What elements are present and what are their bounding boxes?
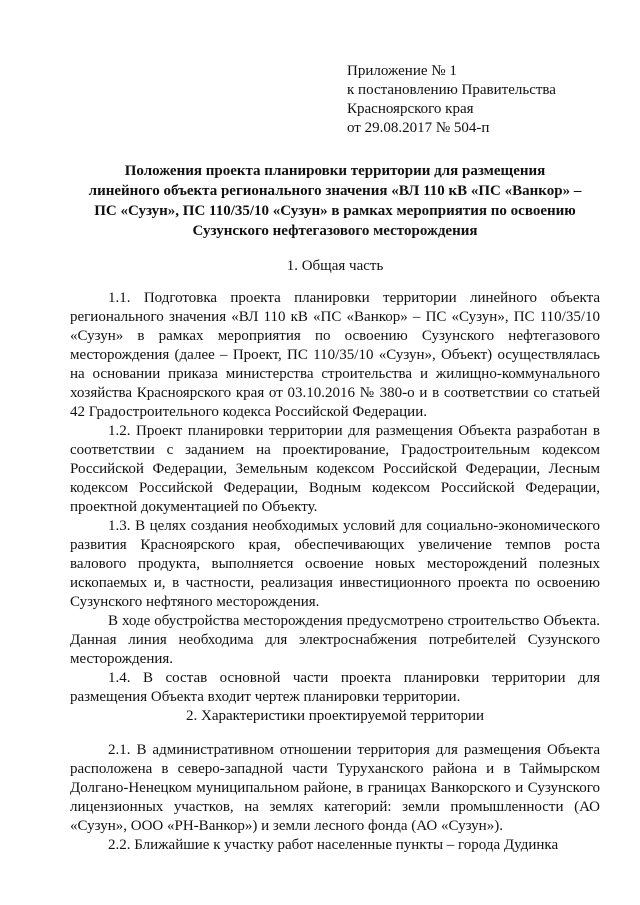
title-line: ПС «Сузун», ПС 110/35/10 «Сузун» в рамках мероприятия по освоению xyxy=(94,203,576,219)
appendix-date-line: от 29.08.2017 № 504-п xyxy=(347,120,490,136)
paragraph: 1.2. Проект планировки территории для размещения Объекта разработан в соответствии с заданием на проектирование, Градостроительным кодексом Российской Федерации, Земельным кодексом Российской Федерации, Лесным кодексом Российской Федерации, Водным кодексом Российской Федерации, проектной документацией по Объекту. xyxy=(70,423,600,515)
paragraph: 1.3. В целях создания необходимых условий для социально-экономического развития Красноярского края, обеспечивающих увеличение темпов роста валового продукта, выполняется освоение новых месторождений полезных ископаемых и, в частности, реализация инвестиционного проекта по освоению Сузунского нефтяного месторождения. xyxy=(70,518,600,610)
appendix-line: к постановлению Правительства xyxy=(347,82,556,98)
section-heading-general: 1. Общая часть xyxy=(286,258,384,274)
appendix-line: Приложение № 1 xyxy=(347,63,457,79)
paragraph: В ходе обустройства месторождения предусмотрено строительство Объекта. Данная линия необходима для электроснабжения потребителей Сузунского месторождения. xyxy=(70,613,600,667)
paragraph: 2.2. Ближайшие к участку работ населенные пункты – города Дудинка xyxy=(108,837,559,853)
paragraph: 2.1. В административном отношении территория для размещения Объекта расположена в северо-западной части Туруханского района и в Таймырском Долгано-Ненецком муниципальном районе, в границах Ванкорского и Сузунского лицензионных участков, на землях категорий: земли промышленности (АО «Сузун», ООО «РН-Ванкор») и земли лесного фонда (АО «Сузун»). xyxy=(70,742,600,834)
title-line: Сузунского нефтегазового месторождения xyxy=(192,223,478,239)
section-heading-characteristics: 2. Характеристики проектируемой территории xyxy=(185,708,484,724)
appendix-block xyxy=(347,62,556,138)
paragraph: 1.1. Подготовка проекта планировки территории линейного объекта регионального значения «ВЛ 110 кВ «ПС «Ванкор» – ПС «Сузун», ПС 110/35/10 «Сузун» в рамках мероприятия по освоению Сузунского нефтегазового месторождения (далее – Проект, ПС 110/35/10 «Сузун», Объект) осуществлялась на основании приказа министерства строительства и жилищно-коммунального хозяйства Красноярского края от 03.10.2016 № 380-о и в соответствии со статьей 42 Градостроительного кодекса Российской Федерации. xyxy=(70,290,600,420)
section-body-general xyxy=(70,289,600,707)
title-line: линейного объекта регионального значения «ВЛ 110 кВ «ПС «Ванкор» – xyxy=(88,183,582,199)
appendix-line: Красноярского края xyxy=(347,101,474,117)
title-line: Положения проекта планировки территории для размещения xyxy=(124,163,546,179)
paragraph: 1.4. В состав основной части проекта планировки территории для размещения Объекта входит чертеж планировки территории. xyxy=(70,670,600,705)
document-title xyxy=(70,161,600,241)
section-body-characteristics xyxy=(70,741,600,855)
